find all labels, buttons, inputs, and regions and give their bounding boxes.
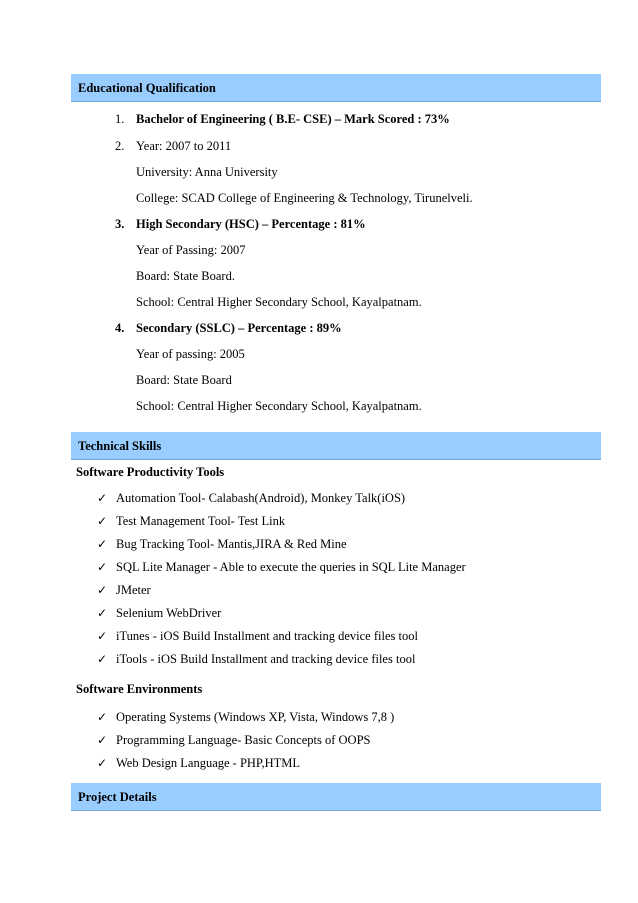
list-item-text: Operating Systems (Windows XP, Vista, Windows 7,8 ) xyxy=(116,710,395,724)
checkmark-icon: ✓ xyxy=(97,756,108,770)
sslc-school-text: School: Central Higher Secondary School, Kayalpatnam. xyxy=(136,399,422,413)
list-item-text: Programming Language- Basic Concepts of OOPS xyxy=(116,733,371,747)
college-text: College: SCAD College of Engineering & Technology, Tirunelveli. xyxy=(136,191,473,205)
list-number: 4. xyxy=(115,321,125,335)
university-text: University: Anna University xyxy=(136,165,278,179)
list-number: 3. xyxy=(115,217,125,231)
checkmark-icon: ✓ xyxy=(97,606,108,620)
list-item-text: Web Design Language - PHP,HTML xyxy=(116,756,301,770)
list-item-text: SQL Lite Manager - Able to execute the queries in SQL Lite Manager xyxy=(116,560,466,574)
list-item-text: JMeter xyxy=(116,583,151,597)
list-item-text: Automation Tool- Calabash(Android), Monkey Talk(iOS) xyxy=(116,491,406,505)
checkmark-icon: ✓ xyxy=(97,629,108,643)
degree-text: Bachelor of Engineering ( B.E- CSE) – Mark Scored : 73% xyxy=(136,112,450,126)
environments-heading: Software Environments xyxy=(76,682,203,696)
list-item-text: Selenium WebDriver xyxy=(116,606,222,620)
sslc-board-text: Board: State Board xyxy=(136,373,232,387)
hsc-board-text: Board: State Board. xyxy=(136,269,235,283)
section-header-education: Educational Qualification xyxy=(71,74,601,102)
checkmark-icon: ✓ xyxy=(97,560,108,574)
list-item-text: iTunes - iOS Build Installment and tracking device files tool xyxy=(116,629,418,643)
hsc-text: High Secondary (HSC) – Percentage : 81% xyxy=(136,217,366,231)
list-item-text: Test Management Tool- Test Link xyxy=(116,514,286,528)
checkmark-icon: ✓ xyxy=(97,491,108,505)
section-header-technical-skills: Technical Skills xyxy=(71,432,601,460)
checkmark-icon: ✓ xyxy=(97,710,108,724)
sslc-text: Secondary (SSLC) – Percentage : 89% xyxy=(136,321,342,335)
hsc-year-text: Year of Passing: 2007 xyxy=(136,243,246,257)
hsc-school-text: School: Central Higher Secondary School, Kayalpatnam. xyxy=(136,295,422,309)
checkmark-icon: ✓ xyxy=(97,583,108,597)
list-item-text: Bug Tracking Tool- Mantis,JIRA & Red Mine xyxy=(116,537,347,551)
checkmark-icon: ✓ xyxy=(97,514,108,528)
year-text: Year: 2007 to 2011 xyxy=(136,139,232,153)
list-number: 2. xyxy=(115,139,125,153)
section-header-project-details: Project Details xyxy=(71,783,601,811)
list-number: 1. xyxy=(115,112,125,126)
checkmark-icon: ✓ xyxy=(97,652,108,666)
checkmark-icon: ✓ xyxy=(97,733,108,747)
checkmark-icon: ✓ xyxy=(97,537,108,551)
tools-heading: Software Productivity Tools xyxy=(76,465,225,479)
list-item-text: iTools - iOS Build Installment and tracking device files tool xyxy=(116,652,416,666)
sslc-year-text: Year of passing: 2005 xyxy=(136,347,245,361)
